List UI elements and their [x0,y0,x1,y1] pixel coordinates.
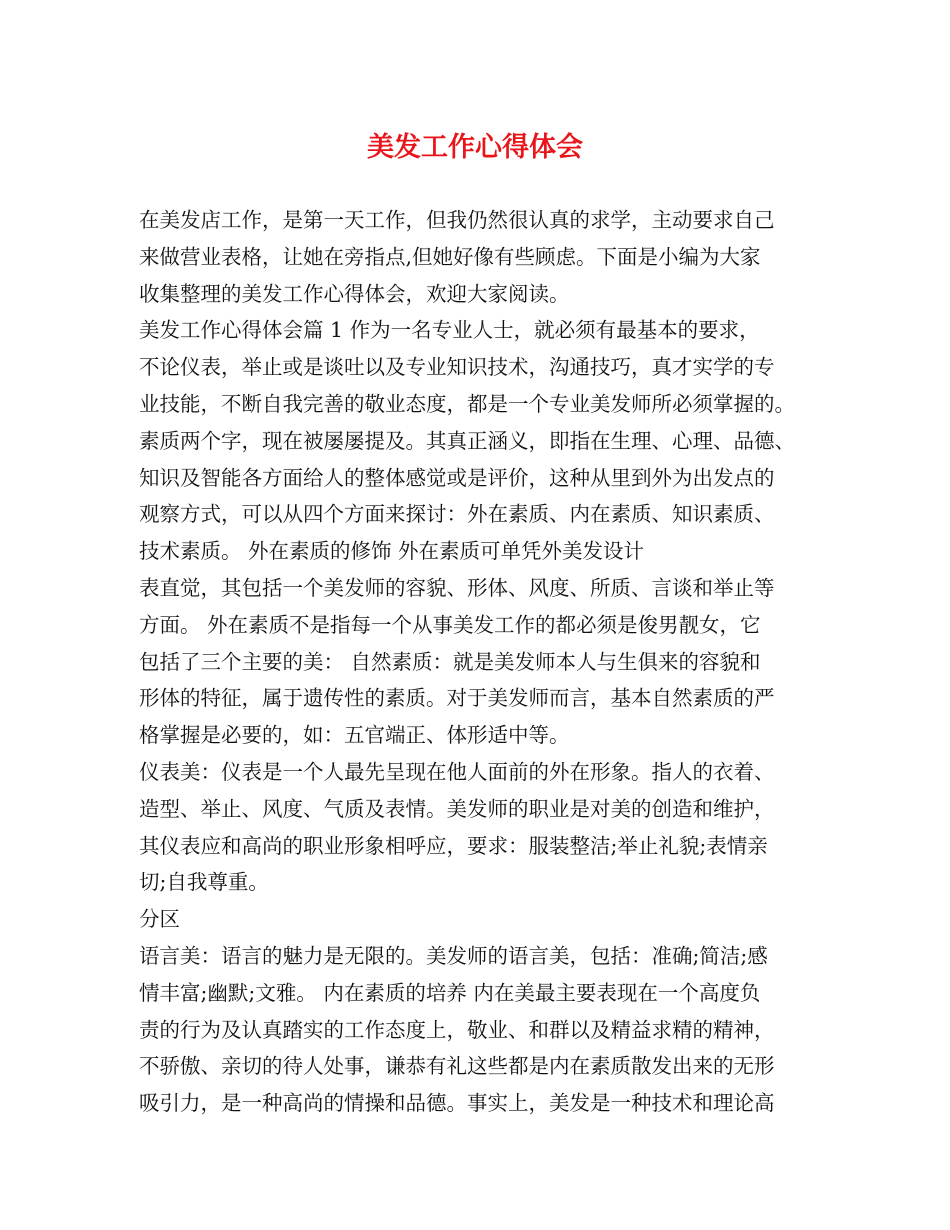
text-line: 其仪表应和高尚的职业形象相呼应，要求：服装整洁;举止礼貌;表情亲 [139,833,768,858]
text-line: 不骄傲、亲切的待人处事，谦恭有礼这些都是内在素质散发出来的无形 [139,1054,775,1079]
text-line: 语言美：语言的魅力是无限的。美发师的语言美，包括：准确;简洁;感 [139,943,768,968]
text-line: 美发工作心得体会篇 1 作为一名专业人士，就必须有最基本的要求， [139,318,760,343]
text-line: 在美发店工作，是第一天工作，但我仍然很认真的求学，主动要求自己 [139,208,775,232]
text-line: 造型、举止、风度、气质及表情。美发师的职业是对美的创造和维护， [139,796,775,821]
text-line: 包括了三个主要的美： 自然素质：就是美发师本人与生俱来的容貌和 [139,649,761,674]
text-line: 业技能，不断自我完善的敬业态度，都是一个专业美发师所必须掌握的。 [139,391,795,416]
text-line: 收集整理的美发工作心得体会，欢迎大家阅读。 [139,281,570,306]
text-line: 情丰富;幽默;文雅。 内在素质的培养 内在美最主要表现在一个高度负 [139,980,761,1005]
text-line: 切;自我尊重。 [139,870,269,895]
text-line: 表直觉，其包括一个美发师的容貌、形体、风度、所质、言谈和举止等 [139,575,775,600]
text-line: 不论仪表，举止或是谈吐以及专业知识技术，沟通技巧，真才实学的专 [139,355,775,380]
document-body [139,202,829,1122]
text-line: 责的行为及认真踏实的工作态度上，敬业、和群以及精益求精的精神， [139,1017,775,1042]
text-line: 观察方式，可以从四个方面来探讨：外在素质、内在素质、知识素质、 [139,502,775,527]
text-line: 方面。 外在素质不是指每一个从事美发工作的都必须是俊男靓女，它 [139,612,761,637]
text-line: 技术素质。 外在素质的修饰 外在素质可单凭外美发设计 [139,539,645,564]
text-line: 仪表美：仪表是一个人最先呈现在他人面前的外在形象。指人的衣着、 [139,759,775,784]
text-line: 知识及智能各方面给人的整体感觉或是评价，这种从里到外为出发点的 [139,465,775,490]
text-line: 吸引力，是一种高尚的情操和品德。事实上，美发是一种技术和理论高 [139,1091,775,1116]
text-line: 来做营业表格，让她在旁指点,但她好像有些顾虑。下面是小编为大家 [139,244,761,269]
text-line: 分区 [139,907,180,932]
document-title: 美发工作心得体会 [367,132,583,163]
text-line: 形体的特征，属于遗传性的素质。对于美发师而言，基本自然素质的严 [139,686,775,711]
text-line: 素质两个字，现在被屡屡提及。其真正涵义，即指在生理、心理、品德、 [139,428,795,453]
text-line: 格掌握是必要的，如：五官端正、体形适中等。 [139,723,570,748]
